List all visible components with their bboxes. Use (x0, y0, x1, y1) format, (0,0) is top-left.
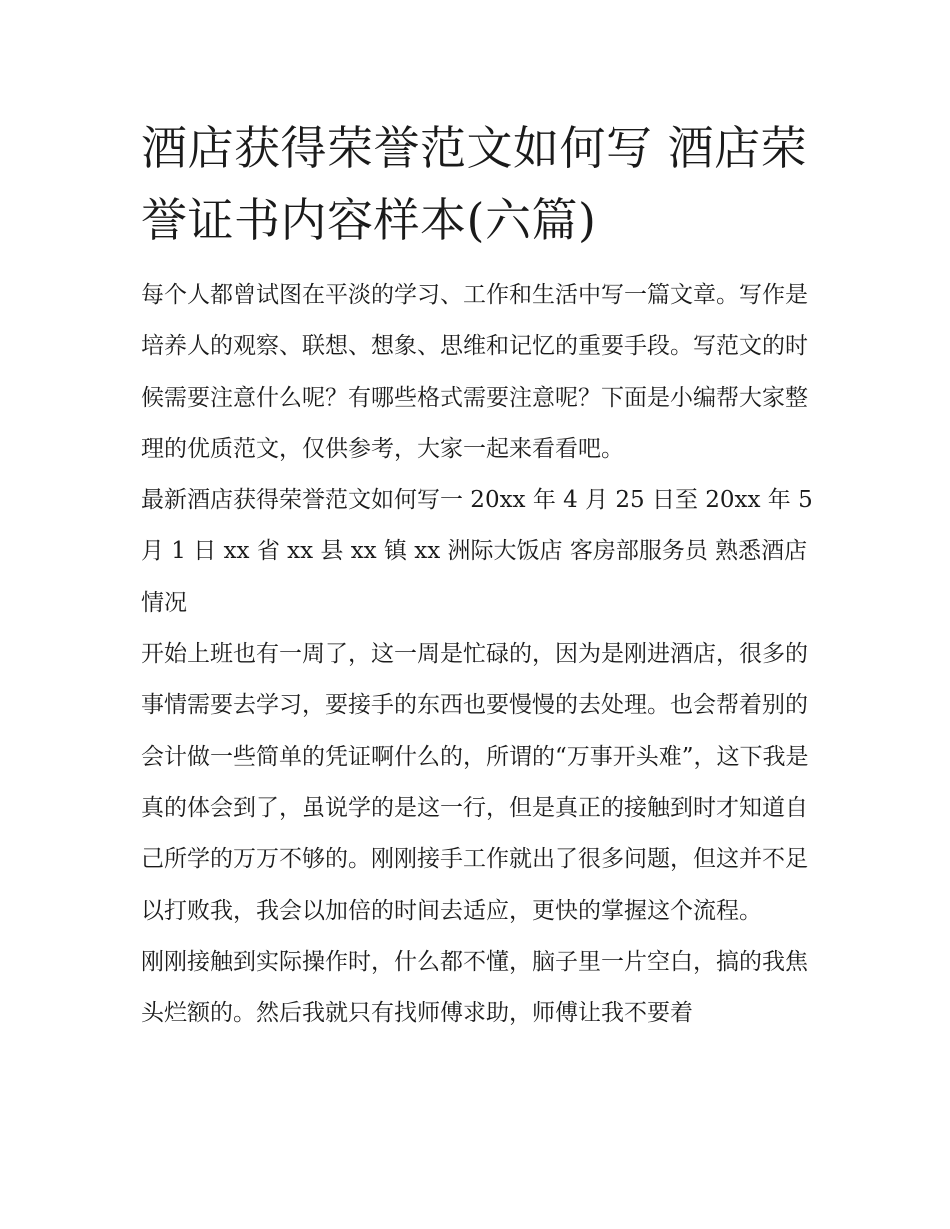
paragraph-first-week: 开始上班也有一周了，这一周是忙碌的，因为是刚进酒店，很多的事情需要去学习，要接手的东西也要慢慢的去处理。也会帮着别的会计做一些简单的凭证啊什么的，所谓的“万事开头难”，这下我是真的体会到了，虽说学的是这一行，但是真正的接触到时才知道自己所学的万万不够的。刚刚接手工作就出了很多问题，但这并不足以打败我，我会以加倍的时间去适应，更快的掌握这个流程。 (141, 641, 809, 924)
document-body (141, 270, 813, 1039)
paragraph-sample-heading: 最新酒店获得荣誉范文如何写一 20xx 年 4 月 25 日至 20xx 年 5 月 1 日 xx 省 xx 县 xx 镇 xx 洲际大饭店 客房部服务员 熟悉酒店情况 (141, 487, 813, 616)
paragraph-practice: 刚刚接触到实际操作时，什么都不懂，脑子里一片空白，搞的我焦头烂额的。然后我就只有找师傅求助，师傅让我不要着 (141, 948, 808, 1027)
document-title: 酒店获得荣誉范文如何写 酒店荣誉证书内容样本(六篇) (141, 121, 808, 247)
paragraph-intro: 每个人都曾试图在平淡的学习、工作和生活中写一篇文章。写作是培养人的观察、联想、想象、思维和记忆的重要手段。写范文的时候需要注意什么呢？有哪些格式需要注意呢？下面是小编帮大家整理的优质范文，仅供参考，大家一起来看看吧。 (141, 282, 808, 462)
document-page (141, 112, 813, 1039)
